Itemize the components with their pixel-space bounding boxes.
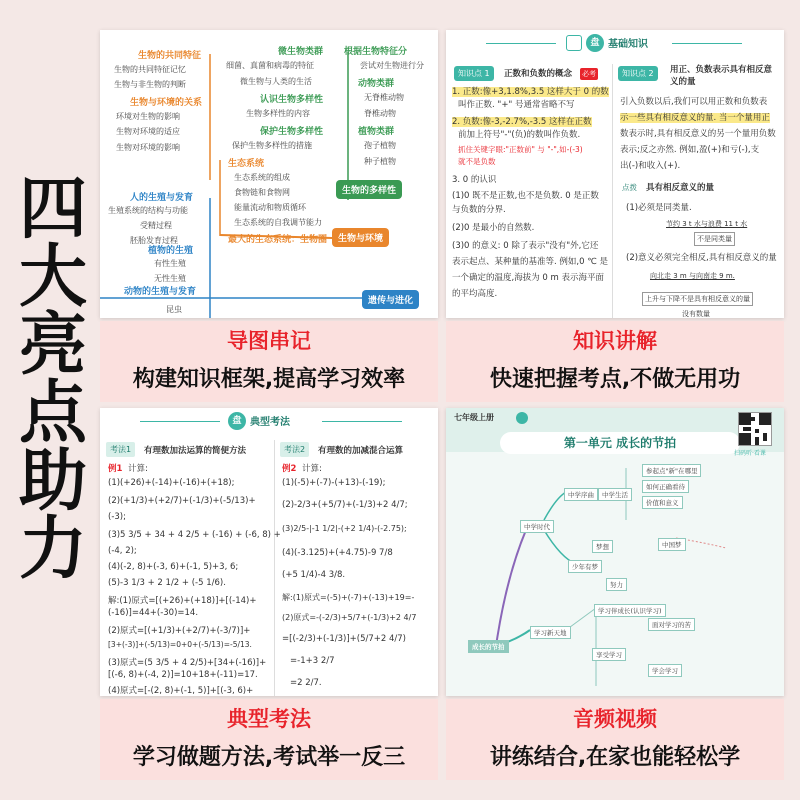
text-line: 示一些具有相反意义的量. 当一个量用正 [620, 113, 770, 123]
math-line: (4)原式=[-(2, 8)+(-1, 5)]+[(-3, 6)+ [108, 686, 254, 696]
math-line: (3)原式=(5 3/5 + 4 2/5)+[34+(-16)]+ [108, 658, 267, 668]
mindmap-node: 享受学习 [592, 648, 626, 661]
knowledge-page-preview [446, 30, 784, 318]
mindmap-node: 有性生殖 [154, 259, 186, 268]
math-line: (2)原式=-(-2/3)+5/7+(-1/3)+2 4/7 [282, 613, 417, 622]
mindmap-node: 动物类群 [358, 79, 395, 89]
mindmap-node: 学习伴成长(认识学习) [594, 604, 666, 617]
headline-char: 四 [18, 170, 87, 249]
badge-icon: 盘 [586, 34, 604, 52]
mindmap-node: 人的生殖与发育 [130, 193, 194, 203]
mindmap-node: 少年有梦 [568, 560, 602, 573]
text-line: 叫作正数. "+" 号通常省略不写 [458, 100, 575, 110]
feature-card-video [446, 408, 784, 780]
feature-title: 导图串记 [227, 329, 311, 353]
mindmap-topic-pill: 遗传与进化 [362, 290, 419, 309]
math-line: (+5 1/4)-4 3/8. [282, 570, 346, 580]
method-title: 有理数的加减混合运算 [318, 446, 404, 456]
knowledge-point-tag: 知识点 2 [618, 66, 658, 81]
mindmap-node: 生态系统的自我调节能力 [234, 218, 322, 227]
section-title: 基础知识 [608, 39, 648, 50]
unit-title: 第一单元 成长的节拍 [500, 432, 740, 454]
feature-subtitle: 构建知识框架,提高学习效率 [132, 367, 406, 392]
mindmap-node: 昆虫 [166, 305, 182, 314]
math-line: 解:(1)原式=[(+26)+(+18)]+[(-14)+ [108, 596, 257, 606]
text-line: 出(-)和收入(+). [620, 161, 681, 171]
knowledge-point-title: 用正、负数表示具有相反意义的量 [670, 65, 773, 87]
tip-title: 具有相反意义的量 [646, 183, 715, 193]
mindmap-node: 环境对生物的影响 [116, 112, 180, 121]
text-line: 前加上符号"-"(负)的数叫作负数. [458, 130, 581, 140]
math-line: (2)(+1/3)+(+2/7)+(-1/3)+(-5/13)+ [108, 496, 256, 506]
section-header [446, 30, 784, 60]
mindmap-node: 生态系统 [228, 159, 265, 169]
math-line: (2)原式=[(+1/3)+(+2/7)+(-3/7)]+ [108, 626, 251, 636]
math-line: (4)(-2, 8)+(-3, 6)+(-1, 5)+3, 6; [108, 562, 239, 572]
mindmap-node: 无性生殖 [154, 274, 186, 283]
mindmap-node: 最大的生态系统：生物圈 [228, 235, 328, 245]
grade-label: 七年级上册 [454, 413, 494, 422]
mindmap-node: 价值和意义 [642, 496, 683, 509]
mindmap-node: 根据生物特征分 [344, 47, 408, 57]
mindmap-node: 能量流动和物质循环 [234, 203, 306, 212]
text-line: 表示;反之亦然. 例如,盈(+)和亏(-),支 [620, 145, 760, 155]
mindmap-node: 细菌、真菌和病毒的特征 [226, 61, 314, 70]
math-line: (5)-3 1/3 + 2 1/2 + (-5 1/6). [108, 578, 226, 588]
knowledge-point-title: 正数和负数的概念 [504, 69, 573, 79]
method-tag: 考法1 [106, 442, 135, 457]
headline-char: 大 [18, 238, 87, 317]
math-line: (1)(-5)+(-7)-(+13)-(-19); [282, 478, 386, 488]
math-line: (-16)]=44+(-30)=14. [108, 608, 199, 618]
mindmap-node: 生物与环境的关系 [130, 98, 203, 108]
math-line: (1)(+26)+(-14)+(-16)+(+18); [108, 478, 235, 488]
text-line: 1. 正数:像+3,1.8%,3.5 这样大于 0 的数 [452, 87, 609, 97]
tip-line: 节约 3 t 水与浪费 11 t 水 [666, 220, 748, 228]
practice-page-preview [100, 408, 438, 696]
tip-line: (1)必须是同类量. [626, 203, 692, 213]
mindmap-topic-pill: 生物的多样性 [336, 180, 402, 199]
feature-caption [446, 699, 784, 780]
headline-char: 点 [18, 374, 87, 453]
mindmap-node: 参起点"新"在哪里 [642, 464, 701, 477]
tip-line: 没有数量 [682, 310, 710, 318]
mindmap-page-preview [100, 30, 438, 318]
mindmap-node: 认识生物多样性 [260, 95, 324, 105]
method-title: 有理数加法运算的简便方法 [144, 446, 247, 456]
mindmap-node: 中学序曲 [564, 488, 598, 501]
text-line: (1)0 既不是正数,也不是负数. 0 是正数 [452, 191, 599, 201]
text-line: 引入负数以后,我们可以用正数和负数表 [620, 97, 768, 107]
mindmap-node: 生物对环境的适应 [116, 127, 180, 136]
text-line: (3)0 的意义: 0 除了表示"没有"外,它还 [452, 241, 599, 251]
example-label: 例1 [108, 464, 123, 474]
headline-char: 助 [18, 442, 87, 521]
headline-char: 力 [18, 510, 87, 589]
mindmap-node: 生物多样性的内容 [246, 109, 310, 118]
headline-vertical [18, 170, 88, 589]
tip-tag: 点拨 [622, 183, 637, 192]
mindmap-node: 学习新天地 [530, 626, 571, 639]
example-label: 例2 [282, 464, 297, 474]
feature-subtitle: 讲练结合,在家也能轻松学 [489, 745, 741, 770]
section-title: 典型考法 [250, 417, 290, 428]
feature-title: 典型考法 [227, 707, 311, 731]
tip-line: 上升与下降不是具有相反意义的量 [642, 292, 753, 306]
mindmap-node: 中学生活 [598, 488, 632, 501]
headline-char: 亮 [18, 306, 87, 385]
feature-card-practice [100, 408, 438, 780]
mindmap-node: 微生物类群 [278, 47, 324, 57]
mindmap-node: 保护生物多样性 [260, 127, 324, 137]
qr-caption: 扫码听·看课 [734, 450, 766, 457]
mindmap-topic-pill: 生物与环境 [332, 228, 389, 247]
text-line: 的平均高度. [452, 289, 498, 299]
method-tag: 考法2 [280, 442, 309, 457]
badge-icon: 盘 [228, 412, 246, 430]
feature-subtitle: 学习做题方法,考试举一反三 [132, 745, 406, 770]
text-line: (2)0 是最小的自然数. [452, 223, 535, 233]
video-page-preview [446, 408, 784, 696]
math-line: (-4, 2); [108, 546, 137, 556]
mindmap-node: 孢子植物 [364, 141, 396, 150]
text-line: 抓住关键字眼:"正数前" 与 "-",如-(-3) [458, 145, 583, 154]
feature-card-knowledge [446, 30, 784, 402]
mindmap-node: 植物类群 [358, 127, 395, 137]
mindmap-node: 中国梦 [658, 538, 686, 551]
text-line: 就不是负数 [458, 157, 496, 166]
mindmap-node: 尝试对生物进行分 [360, 61, 424, 70]
mindmap-node: 生殖系统的结构与功能 [108, 206, 188, 215]
mindmap-node: 生物的共同特征 [138, 51, 202, 61]
mindmap-node: 生物与非生物的判断 [114, 80, 186, 89]
math-line: [3+(-3)]+(-5/13)=0+0+(-5/13)=-5/13. [108, 640, 252, 649]
mindmap-node: 保护生物多样性的措施 [232, 141, 312, 150]
text-line: 2. 负数:像-3,-2.7%,-3.5 这样在正数 [452, 117, 592, 127]
math-line: =2 2/7. [290, 678, 322, 688]
math-line: (3)2/5-|-1 1/2|-(+2 1/4)-(-2.75); [282, 524, 407, 533]
feature-caption [100, 321, 438, 402]
feature-title: 知识讲解 [573, 329, 657, 353]
text-line: 一个确定的温度,海拔为 0 m 表示海平面 [452, 273, 604, 283]
text-line: 数表示时,具有相反意义的另一个量用负数 [620, 129, 776, 139]
feature-caption [446, 321, 784, 402]
mindmap-node: 受精过程 [140, 221, 172, 230]
text-line: 表示起点、某种量的基准等. 例如,0 ℃ 是 [452, 257, 608, 267]
mindmap-node: 脊椎动物 [364, 109, 396, 118]
mindmap-node: 面对学习的苦 [648, 618, 695, 631]
mindmap-node: 学会学习 [648, 664, 682, 677]
mindmap-node: 生态系统的组成 [234, 173, 290, 182]
mindmap-node: 种子植物 [364, 157, 396, 166]
tip-line: (2)意义必须完全相反,具有相反意义的量 [626, 253, 777, 263]
mindmap-node: 如何正确看待 [642, 480, 689, 493]
knowledge-point-tag: 知识点 1 [454, 66, 494, 81]
exam-badge: 必考 [582, 70, 596, 78]
math-line: 解:(1)原式=(-5)+(-7)+(-13)+19=- [282, 593, 415, 602]
mindmap-node: 微生物与人类的生活 [240, 77, 312, 86]
tip-line: 不是同类量 [694, 232, 735, 246]
feature-subtitle: 快速把握考点,不做无用功 [489, 367, 741, 392]
mindmap-node: 胚胎发育过程 [130, 236, 178, 245]
feature-caption [100, 699, 438, 780]
mindmap-node: 无脊椎动物 [364, 93, 404, 102]
feature-card-mindmap [100, 30, 438, 402]
example-lead: 计算: [128, 464, 148, 474]
mindmap-node: 植物的生殖 [148, 246, 194, 256]
mindmap-node: 梦想 [592, 540, 613, 553]
math-line: (-3); [108, 512, 126, 522]
math-line: (4)(-3.125)+(+4.75)-9 7/8 [282, 548, 393, 558]
mindmap-node: 努力 [606, 578, 627, 591]
mindmap-node: 生物对环境的影响 [116, 143, 180, 152]
math-line: (2)-2/3+(+5/7)+(-1/3)+2 4/7; [282, 500, 408, 510]
math-line: =-1+3 2/7 [290, 656, 335, 666]
mindmap-node: 中学时代 [520, 520, 554, 533]
mindmap-node: 动物的生殖与发育 [124, 287, 197, 297]
example-lead: 计算: [302, 464, 322, 474]
mindmap-node: 食物链和食物网 [234, 188, 290, 197]
text-line: 与负数的分界. [452, 205, 506, 215]
math-line: [(-6, 8)+(-4, 2)]=10+18+(-11)=17. [108, 670, 258, 680]
feature-title: 音频视频 [573, 707, 657, 731]
math-line: (3)5 3/5 + 34 + 4 2/5 + (-16) + (-6, 8) + [108, 530, 281, 540]
text-line: 3. 0 的认识 [452, 175, 497, 185]
math-line: =[(-2/3)+(-1/3)]+(5/7+2 4/7) [282, 634, 406, 644]
mindmap-root-node: 成长的节拍 [468, 640, 509, 653]
tip-line: 向北走 3 m 与向南走 9 m. [650, 272, 735, 280]
mindmap-node: 生物的共同特征记忆 [114, 65, 186, 74]
